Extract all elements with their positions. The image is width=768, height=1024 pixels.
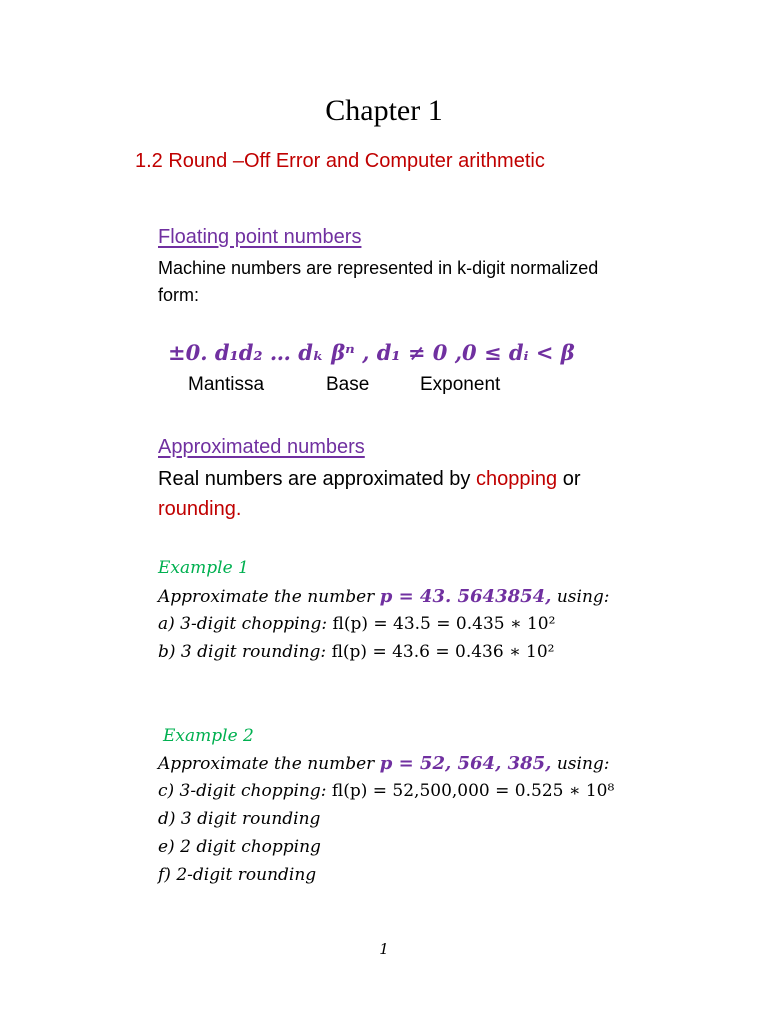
example-1-item-b-math: fl(p) = 43.6 = 0.436 ∗ 10² [331, 642, 555, 662]
example-1-item-b-text: b) 3 digit rounding: [158, 642, 332, 662]
example-1-item-a [158, 614, 555, 634]
rounding-period: . [235, 498, 242, 520]
example-2-intro-text: Approximate the number [158, 754, 380, 774]
example-1-p-value: p = 43. 5643854, [379, 586, 552, 607]
example-1-intro-end: using: [551, 587, 610, 607]
approx-line-1-end: or [557, 468, 581, 490]
example-1-title: Example 1 [158, 558, 249, 578]
example-1-intro-text: Approximate the number [158, 587, 380, 607]
example-2-item-e: e) 2 digit chopping [158, 837, 321, 857]
example-2-item-d: d) 3 digit rounding [158, 809, 321, 829]
label-base: Base [326, 374, 370, 395]
chapter-title: Chapter 1 [325, 94, 443, 127]
chopping-word: chopping [475, 468, 558, 490]
example-2-item-c [158, 781, 614, 801]
floating-line-2: form: [158, 285, 200, 305]
label-mantissa: Mantissa [188, 374, 265, 395]
example-2-item-f: f) 2-digit rounding [158, 865, 317, 885]
approx-line-1 [158, 468, 580, 491]
normalized-form-formula: ±0. d₁d₂ … dₖ βⁿ , d₁ ≠ 0 ,0 ≤ dᵢ < β [168, 340, 575, 365]
example-1-item-a-math: fl(p) = 43.5 = 0.435 ∗ 10² [332, 614, 556, 634]
example-2-intro [158, 753, 610, 774]
approx-line-1-text: Real numbers are approximated by [158, 468, 476, 490]
section-title: 1.2 Round –Off Error and Computer arithmetic [135, 150, 545, 172]
example-2-title: Example 2 [163, 726, 254, 746]
example-2-item-c-math: fl(p) = 52,500,000 = 0.525 ∗ 10⁸ [331, 781, 615, 801]
label-exponent: Exponent [420, 374, 501, 395]
example-1-intro [158, 586, 610, 607]
floating-line-1: Machine numbers are represented in k-digit normalized [158, 258, 599, 278]
example-1-item-a-text: a) 3-digit chopping: [158, 614, 333, 634]
page-number: 1 [379, 940, 389, 958]
approx-line-2 [158, 498, 241, 521]
example-2-item-c-text: c) 3-digit chopping: [158, 781, 332, 801]
floating-heading: Floating point numbers [158, 226, 362, 248]
rounding-word: rounding [158, 498, 236, 520]
example-2-p-value: p = 52, 564, 385, [379, 753, 552, 774]
approx-heading: Approximated numbers [158, 436, 365, 458]
example-1-item-b [158, 642, 554, 662]
example-2-intro-end: using: [551, 754, 610, 774]
